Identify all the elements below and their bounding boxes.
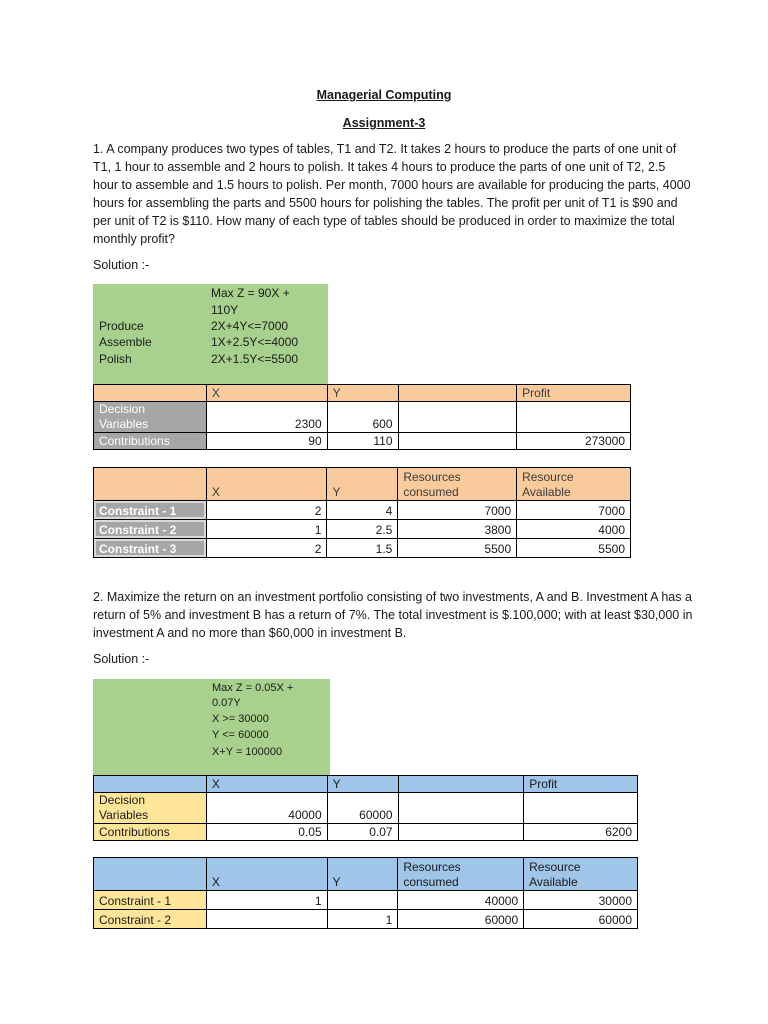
x-value: 40000 [206, 793, 327, 824]
header-y: Y [327, 776, 398, 793]
constraint-consumed: 3800 [398, 520, 517, 539]
table-row [94, 433, 631, 450]
q1-objective-line1: Max Z = 90X + [211, 286, 290, 300]
constraint-label: Constraint - 2 [94, 910, 207, 929]
x-value: 2300 [206, 402, 327, 433]
q1-decision-table [93, 384, 631, 450]
header-resource-available: Resource Available [524, 858, 638, 891]
contributions-label: Contributions [94, 433, 207, 450]
q1-solution-label: Solution :- [93, 258, 150, 272]
document-title: Managerial Computing [316, 88, 452, 102]
question-2-text: 2. Maximize the return on an investment portfolio consisting of two investments, A and B. Investment A has a return of 5% and investment B has a return of 7%. The total investment is $.100,000; with at least $30,000 in investment A and no more than $60,000 in investment B. [93, 590, 693, 640]
header-y: Y [327, 385, 398, 402]
q2-model-box [93, 679, 330, 775]
profit-value: 273000 [517, 433, 631, 450]
q2-decision-table [93, 775, 638, 841]
constraint-y [327, 891, 398, 910]
table-row [94, 539, 631, 558]
q1-expr-polish: 2X+1.5Y<=5500 [211, 352, 299, 366]
constraint-consumed: 5500 [398, 539, 517, 558]
contributions-label: Contributions [94, 824, 207, 841]
q2-constraint-table [93, 857, 638, 929]
constraint-label: Constraint - 1 [94, 501, 207, 520]
header-blank [398, 776, 524, 793]
x-contribution: 0.05 [206, 824, 327, 841]
q1-label-produce: Produce [99, 319, 144, 333]
constraint-available: 7000 [517, 501, 631, 520]
q2-objective-line1: Max Z = 0.05X + [212, 682, 294, 694]
cell-blank [524, 793, 638, 824]
decision-variables-label: Decision Variables [94, 402, 207, 433]
constraint-available: 5500 [517, 539, 631, 558]
constraint-y: 1.5 [327, 539, 398, 558]
constraint-consumed: 40000 [398, 891, 524, 910]
table-header-row [94, 385, 631, 402]
x-contribution: 90 [206, 433, 327, 450]
cell-blank [517, 402, 631, 433]
table-row [94, 402, 631, 433]
y-contribution: 110 [327, 433, 398, 450]
table-header-row [94, 776, 638, 793]
constraint-consumed: 60000 [398, 910, 524, 929]
decision-variables-label: Decision Variables [94, 793, 207, 824]
constraint-available: 4000 [517, 520, 631, 539]
header-blank [94, 858, 207, 891]
header-x: X [206, 385, 327, 402]
constraint-available: 30000 [524, 891, 638, 910]
header-profit: Profit [517, 385, 631, 402]
q1-model-box-tail [93, 366, 328, 384]
header-blank [94, 776, 207, 793]
constraint-consumed: 7000 [398, 501, 517, 520]
header-y: Y [327, 858, 398, 891]
q1-expr-assemble: 1X+2.5Y<=4000 [211, 335, 299, 349]
header-resource-available: Resource Available [517, 468, 631, 501]
table-header-row [94, 468, 631, 501]
q2-constraint-line1: X >= 30000 [212, 713, 269, 725]
profit-value: 6200 [524, 824, 638, 841]
y-contribution: 0.07 [327, 824, 398, 841]
q2-solution-label: Solution :- [93, 652, 150, 666]
table-row [94, 824, 638, 841]
header-y: Y [327, 468, 398, 501]
question-1-text: 1. A company produces two types of tables, T1 and T2. It takes 2 hours to produce the parts of one unit of T1, 1 hour to assemble and 2 hours to polish. It takes 4 hours to produce the parts of one unit of T2, 2.5 hour to assemble and 1.5 hours to polish. Per month, 7000 hours are available for producing the parts, 4000 hours for assembling the parts and 5500 hours for polishing the tables. The profit per unit of T1 is $90 and per unit of T2 is $110. How many of each type of tables should be produced in order to maximize the total monthly profit? [93, 142, 691, 246]
header-resources-consumed: Resources consumed [398, 468, 517, 501]
constraint-x [206, 910, 327, 929]
constraint-label: Constraint - 1 [94, 891, 207, 910]
table-row [94, 910, 638, 929]
constraint-y: 1 [327, 910, 398, 929]
header-resources-consumed: Resources consumed [398, 858, 524, 891]
q2-objective-line2: 0.07Y [212, 697, 241, 709]
q1-label-polish: Polish [99, 352, 132, 366]
q1-objective-line2: 110Y [211, 303, 239, 317]
header-blank [94, 468, 207, 501]
header-x: X [206, 776, 327, 793]
header-x: X [206, 858, 327, 891]
header-profit: Profit [524, 776, 638, 793]
q2-constraint-line2: Y <= 60000 [212, 729, 269, 741]
constraint-x: 1 [206, 520, 327, 539]
constraint-y: 4 [327, 501, 398, 520]
cell-blank [398, 824, 524, 841]
constraint-available: 60000 [524, 910, 638, 929]
header-x: X [206, 468, 327, 501]
table-header-row [94, 858, 638, 891]
q1-model-box [93, 284, 328, 366]
document-subtitle: Assignment-3 [342, 116, 426, 130]
constraint-x: 2 [206, 501, 327, 520]
q1-constraint-table [93, 467, 631, 558]
q1-expr-produce: 2X+4Y<=7000 [211, 319, 289, 333]
constraint-label: Constraint - 2 [94, 520, 207, 539]
table-row [94, 501, 631, 520]
constraint-label: Constraint - 3 [94, 539, 207, 558]
header-blank [398, 385, 517, 402]
table-row [94, 520, 631, 539]
constraint-x: 1 [206, 891, 327, 910]
y-value: 600 [327, 402, 398, 433]
constraint-y: 2.5 [327, 520, 398, 539]
q2-constraint-line3: X+Y = 100000 [212, 746, 283, 758]
cell-blank [398, 433, 517, 450]
table-row [94, 891, 638, 910]
table-row [94, 793, 638, 824]
cell-blank [398, 402, 517, 433]
q1-label-assemble: Assemble [99, 335, 152, 349]
y-value: 60000 [327, 793, 398, 824]
constraint-x: 2 [206, 539, 327, 558]
header-blank [94, 385, 207, 402]
cell-blank [398, 793, 524, 824]
